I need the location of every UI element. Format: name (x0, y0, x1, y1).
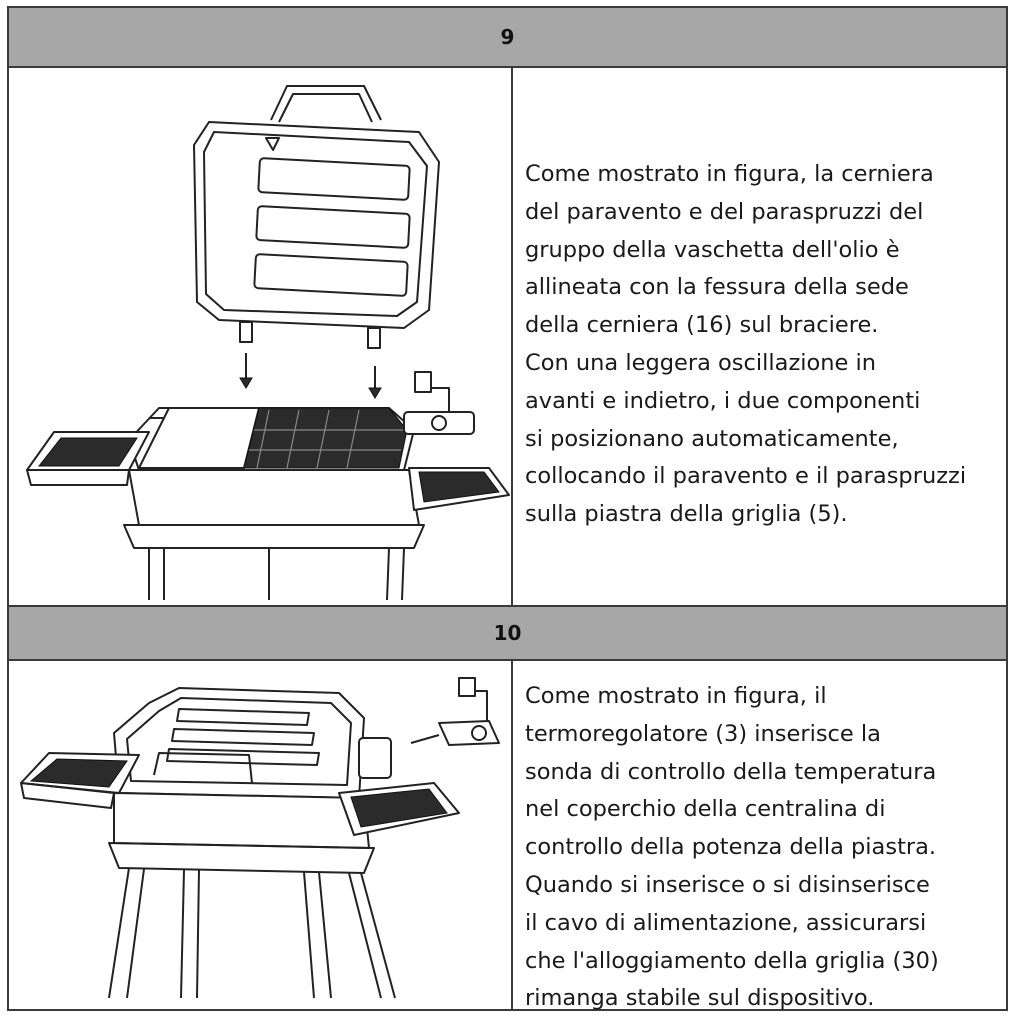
step-9-header (9, 8, 1006, 68)
column-divider (511, 68, 513, 605)
step-10-illustration (9, 663, 511, 1009)
step-9-description: Come mostrato in figura, la cerniera del paravento e del paraspruzzi del gruppo della vaschetta dell'olio è allineata con la fessura della sede della cerniera (16) sul braciere. Con una leggera oscillazione in avanti e indietro, i due componenti si posizionano automaticamente, collocando il paravento e il paraspruzzi sulla piastra della griglia (5). (525, 161, 967, 528)
step-10-header (9, 605, 1006, 661)
step-10-description: Come mostrato in figura, il termoregolatore (3) inserisce la sonda di controllo della temperatura nel coperchio della centralina di controllo della potenza della piastra. Quando si inserisce o si disinserisce il cavo di alimentazione, assicurarsi che l'alloggiamento della griglia (30) rimanga stabile sul dispositivo. (525, 683, 939, 1012)
step-9-number: 9 (500, 25, 515, 49)
step-9-illustration (9, 70, 511, 605)
instruction-table (7, 6, 1008, 1011)
step-10-number: 10 (493, 621, 522, 645)
column-divider (511, 661, 513, 1009)
